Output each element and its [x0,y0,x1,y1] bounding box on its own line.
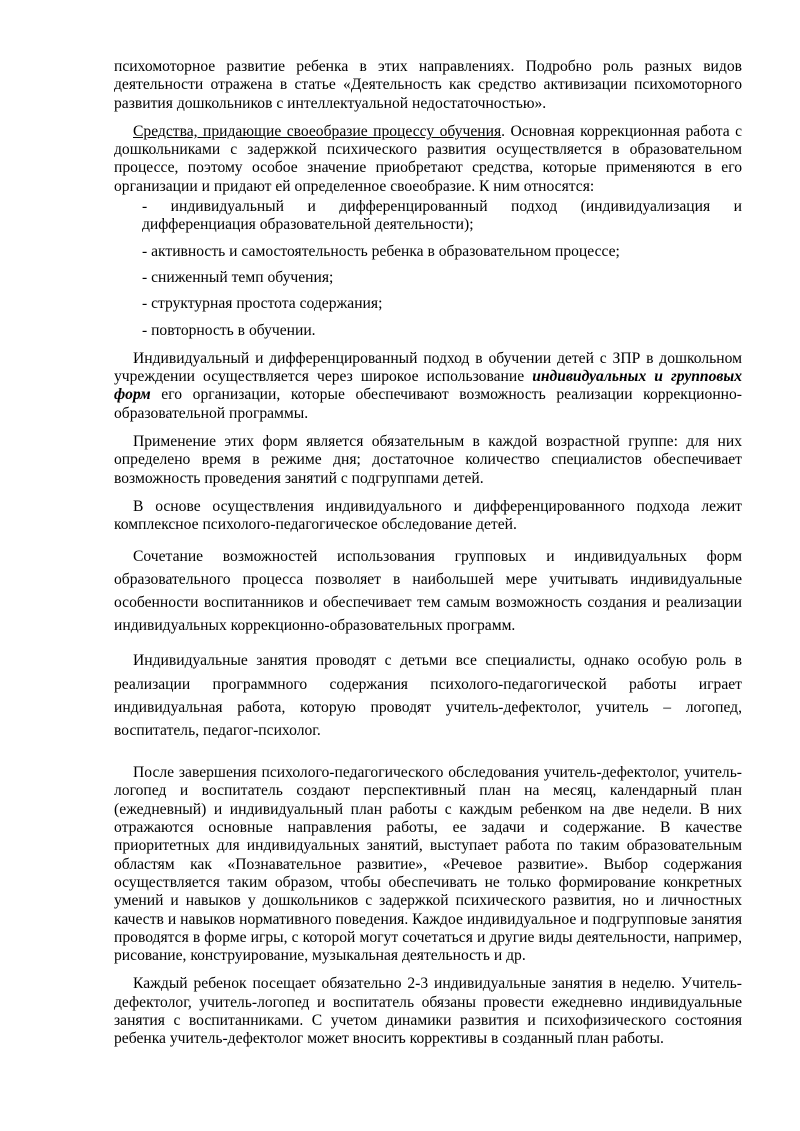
paragraph-1: психомоторное развитие ребенка в этих направлениях. Подробно роль разных видов деятельности отражена в статье «Деятельность как средство активизации психомоторного развития дошкольников с интеллектуальной недостаточностью». [114,58,742,112]
list-item: - сниженный темп обучения; [142,268,334,286]
paragraph-7: Индивидуальные занятия проводят с детьми все специалисты, однако особую роль в реализации программного содержания психолого-педагогической работы играет индивидуальная работа, которую проводят учитель-дефектолог, учитель – логопед, воспитатель, педагог-психолог. [114,652,742,739]
list-item: - индивидуальный и дифференцированный подход (индивидуализация и дифференциация образовательной деятельности); [142,198,746,234]
paragraph-8: После завершения психолого-педагогического обследования учитель-дефектолог, учитель-логопед и воспитатель создают перспективный план на месяц, календарный план (ежедневный) и индивидуальный план работы с каждым ребенком на две недели. В них отражаются основные направления работы, ее задачи и содержание. В качестве приоритетных для индивидуальных занятий, выступает работа по таким образовательным областям как «Познавательное развитие», «Речевое развитие». Выбор содержания осуществляется таким образом, чтобы обеспечивать не только формирование конкретных умений и навыков у дошкольников с задержкой психического развития, но и личностных качеств и навыков нормативного поведения. Каждое индивидуальное и подгрупповые занятия проводятся в форме игры, с которой могут сочетаться и другие виды деятельности, например, рисование, конструирование, музыкальная деятельность и др. [114,764,742,965]
paragraph-4: Применение этих форм является обязательным в каждой возрастной группе: для них определено время в режиме дня; достаточное количество специалистов обеспечивает возможность проведения занятий с подгруппами детей. [114,433,742,487]
paragraph-3-text-b: его организации, которые обеспечивают возможность реализации коррекционно-образовательной программы. [114,386,742,422]
paragraph-2-text: . Основная коррекционная работа с дошкольниками с задержкой психического развития осуществляется в образовательном процессе, поэтому особое значение приобретают средства, которые применяются в его организации и придают ей определенное своеобразие. К ним относятся: [114,122,742,195]
bold-italic-term: индивидуальных и групповых форм [114,368,742,404]
list-item: - повторность в обучении. [142,321,316,339]
means-list [114,198,746,340]
underlined-heading: Средства, придающие своеобразие процессу обучения [133,122,502,140]
spacer [114,754,742,764]
paragraph-3-text-a: Индивидуальный и дифференцированный подход в обучении детей с ЗПР в дошкольном учреждении осуществляется через широкое использование [114,349,742,386]
paragraph-5: В основе осуществления индивидуального и дифференцированного подхода лежит комплексное психолого-педагогическое обследование детей. [114,497,742,534]
paragraph-3 [114,350,742,423]
list-item: - структурная простота содержания; [142,295,383,313]
list-item: - активность и самостоятельность ребенка в образовательном процессе; [142,242,620,260]
paragraph-6: Сочетание возможностей использования групповых и индивидуальных форм образовательного процесса позволяет в наибольшей мере учитывать индивидуальные особенности воспитанников и обеспечивает тем самым возможность создания и реализации индивидуальных коррекционно-образовательных программ. [114,547,742,635]
paragraph-2 [114,123,742,196]
paragraph-9: Каждый ребенок посещает обязательно 2-3 индивидуальные занятия в неделю. Учитель-дефектолог, учитель-логопед и воспитатель обязаны провести ежедневно индивидуальные занятия с воспитанниками. С учетом динамики развития и психофизического состояния ребенка учитель-дефектолог может вносить коррективы в созданный план работы. [114,975,742,1048]
